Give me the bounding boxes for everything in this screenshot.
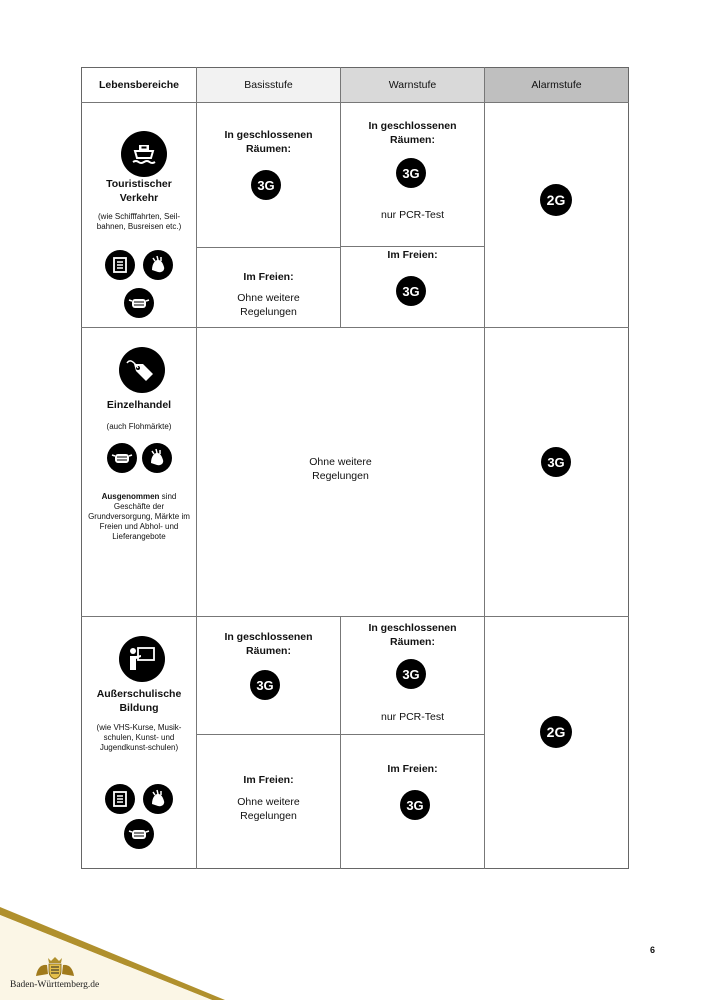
row-einzelhandel bbox=[82, 328, 196, 616]
row3-warn-outdoor-label: Im Freien: bbox=[387, 763, 438, 775]
mask-icon bbox=[124, 288, 154, 318]
row1-subtitle: (wie Schifffahrten, Seil-bahnen, Busreisen etc.) bbox=[96, 212, 182, 231]
header-alarmstufe: Alarmstufe bbox=[485, 68, 628, 102]
row1-warn-outdoor-label: Im Freien: bbox=[387, 249, 438, 261]
row2-basis-warn-text: Ohne weitere Regelungen bbox=[309, 456, 372, 482]
badge-2g: 2G bbox=[540, 716, 572, 748]
teacher-icon bbox=[119, 636, 165, 682]
row3-basis-indoor bbox=[197, 617, 340, 734]
row3-basis-outdoor bbox=[197, 735, 340, 869]
row2-title: Einzelhandel bbox=[106, 399, 172, 411]
badge-3g: 3G bbox=[400, 790, 430, 820]
row1-basis-outdoor bbox=[197, 248, 340, 327]
row1-basis-outdoor-label: Im Freien: bbox=[243, 271, 294, 283]
mask-icon bbox=[124, 819, 154, 849]
header-warnstufe: Warnstufe bbox=[341, 68, 484, 102]
footer-logo-text: Baden-Württemberg.de bbox=[10, 980, 100, 990]
badge-3g: 3G bbox=[250, 670, 280, 700]
header-basisstufe: Basisstufe bbox=[197, 68, 340, 102]
hand-wash-icon bbox=[142, 443, 172, 473]
badge-3g: 3G bbox=[396, 659, 426, 689]
row1-warn-outdoor bbox=[341, 247, 484, 327]
row3-warn-indoor-note: nur PCR-Test bbox=[380, 711, 444, 723]
row1-warn-indoor bbox=[341, 103, 484, 246]
row2-subtitle: (auch Flohmärkte) bbox=[106, 422, 172, 431]
row3-basis-outdoor-text: Ohne weitere Regelungen bbox=[237, 796, 300, 822]
row3-warn-indoor-label: In geschlossenen Räumen: bbox=[368, 622, 457, 648]
row3-alarm bbox=[485, 617, 628, 869]
row3-title: Außerschulische Bildung bbox=[96, 688, 182, 714]
row1-basis-indoor-label: In geschlossenen Räumen: bbox=[224, 129, 313, 155]
row1-basis-outdoor-text: Ohne weitere Regelungen bbox=[237, 292, 300, 318]
row2-note-bold: Ausgenommen bbox=[101, 492, 160, 501]
row1-warn-indoor-note: nur PCR-Test bbox=[380, 209, 444, 221]
header-lebensbereiche: Lebensbereiche bbox=[99, 79, 179, 91]
badge-3g: 3G bbox=[396, 276, 426, 306]
row2-note bbox=[82, 492, 196, 542]
row2-basis-warn bbox=[197, 328, 484, 616]
badge-3g: 3G bbox=[396, 158, 426, 188]
document-icon bbox=[105, 784, 135, 814]
state-coat-of-arms-icon bbox=[34, 956, 76, 980]
row-ausserschulische-bildung bbox=[82, 617, 196, 869]
row1-alarm bbox=[485, 103, 628, 327]
tag-icon bbox=[119, 347, 165, 393]
row-touristischer-verkehr bbox=[82, 103, 196, 327]
row2-note-rest: sind Geschäfte der Grundversorgung, Märkte im Freien und Abhol- und Lieferangebote bbox=[88, 492, 190, 541]
document-icon bbox=[105, 250, 135, 280]
row1-warn-indoor-label: In geschlossenen Räumen: bbox=[368, 120, 457, 146]
grid-line bbox=[340, 67, 341, 102]
page-number: 6 bbox=[650, 945, 656, 955]
badge-3g: 3G bbox=[541, 447, 571, 477]
row3-warn-outdoor bbox=[341, 735, 484, 869]
badge-2g: 2G bbox=[540, 184, 572, 216]
row3-basis-outdoor-label: Im Freien: bbox=[243, 774, 294, 786]
row1-title: Touristischer Verkehr bbox=[106, 178, 172, 204]
hand-wash-icon bbox=[143, 784, 173, 814]
row1-basis-indoor bbox=[197, 103, 340, 247]
ship-icon bbox=[121, 131, 167, 177]
row3-subtitle: (wie VHS-Kurse, Musik-schulen, Kunst- und Jugendkunst-schulen) bbox=[96, 723, 182, 752]
row3-warn-indoor bbox=[341, 617, 484, 734]
hand-wash-icon bbox=[143, 250, 173, 280]
row3-basis-indoor-label: In geschlossenen Räumen: bbox=[224, 631, 313, 657]
mask-icon bbox=[107, 443, 137, 473]
badge-3g: 3G bbox=[251, 170, 281, 200]
row2-alarm bbox=[485, 328, 628, 616]
